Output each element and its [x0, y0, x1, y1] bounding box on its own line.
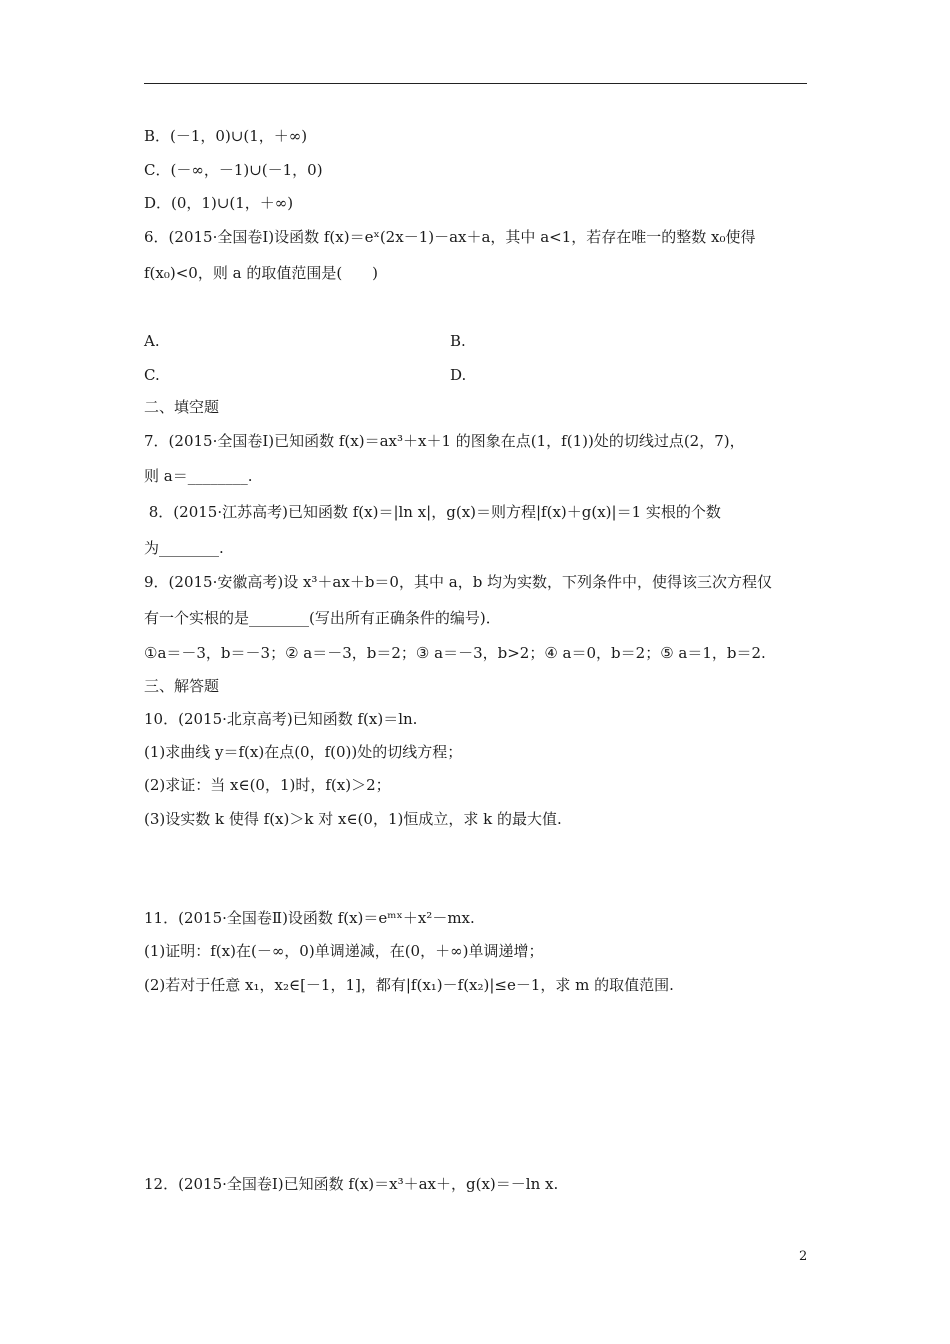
option-a-q6: A. [144, 332, 160, 350]
question-8-line-1: 8．(2015·江苏高考)已知函数 f(x)＝|ln x|，g(x)＝则方程|f(x)＋g(x)|＝1 实根的个数 [144, 503, 721, 521]
option-c-q5: C．(－∞，－1)∪(－1，0) [144, 161, 323, 179]
question-8-line-2: 为________. [144, 539, 224, 557]
question-9-line-1: 9．(2015·安徽高考)设 x³＋ax＋b＝0，其中 a，b 均为实数，下列条件中，使得该三次方程仅 [144, 573, 773, 591]
question-7-line-1: 7．(2015·全国卷Ⅰ)已知函数 f(x)＝ax³＋x＋1 的图象在点(1，f(1))处的切线过点(2，7)， [144, 432, 745, 450]
section-heading-fill-in: 二、填空题 [144, 398, 220, 416]
question-9-conditions: ①a＝－3，b＝－3；② a＝－3，b＝2；③ a＝－3，b>2；④ a＝0，b＝2；⑤ a＝1，b＝2. [144, 644, 766, 662]
question-10-part-2: (2)求证：当 x∈(0，1)时，f(x)＞2； [144, 776, 391, 794]
option-b-q5: B．(－1，0)∪(1，＋∞) [144, 127, 308, 145]
question-9-line-2: 有一个实根的是________(写出所有正确条件的编号)． [144, 609, 501, 627]
option-b-q6: B. [450, 332, 466, 350]
question-11-part-1: (1)证明：f(x)在(－∞，0)单调递减，在(0，＋∞)单调递增； [144, 942, 544, 960]
option-c-q6: C. [144, 366, 160, 384]
question-11-stem: 11．(2015·全国卷Ⅱ)设函数 f(x)＝eᵐˣ＋x²－mx. [144, 909, 475, 927]
question-7-line-2: 则 a＝________. [144, 467, 253, 485]
header-rule [144, 83, 807, 84]
question-10-stem: 10．(2015·北京高考)已知函数 f(x)＝ln. [144, 710, 418, 728]
question-12-stem: 12．(2015·全国卷Ⅰ)已知函数 f(x)＝x³＋ax＋，g(x)＝－ln x. [144, 1175, 559, 1193]
question-6-line-2: f(x₀)<0，则 a 的取值范围是( ) [144, 264, 379, 282]
question-6-line-1: 6．(2015·全国卷Ⅰ)设函数 f(x)＝eˣ(2x－1)－ax＋a，其中 a<1，若存在唯一的整数 x₀使得 [144, 228, 756, 246]
question-10-part-1: (1)求曲线 y＝f(x)在点(0，f(0))处的切线方程； [144, 743, 463, 761]
page-number: 2 [799, 1249, 808, 1264]
question-10-part-3: (3)设实数 k 使得 f(x)＞k 对 x∈(0，1)恒成立，求 k 的最大值. [144, 810, 562, 828]
section-heading-solve: 三、解答题 [144, 677, 220, 695]
option-d-q5: D．(0，1)∪(1，＋∞) [144, 194, 294, 212]
question-11-part-2: (2)若对于任意 x₁，x₂∈[－1，1]，都有|f(x₁)－f(x₂)|≤e－1，求 m 的取值范围. [144, 976, 674, 994]
option-d-q6: D. [450, 366, 467, 384]
